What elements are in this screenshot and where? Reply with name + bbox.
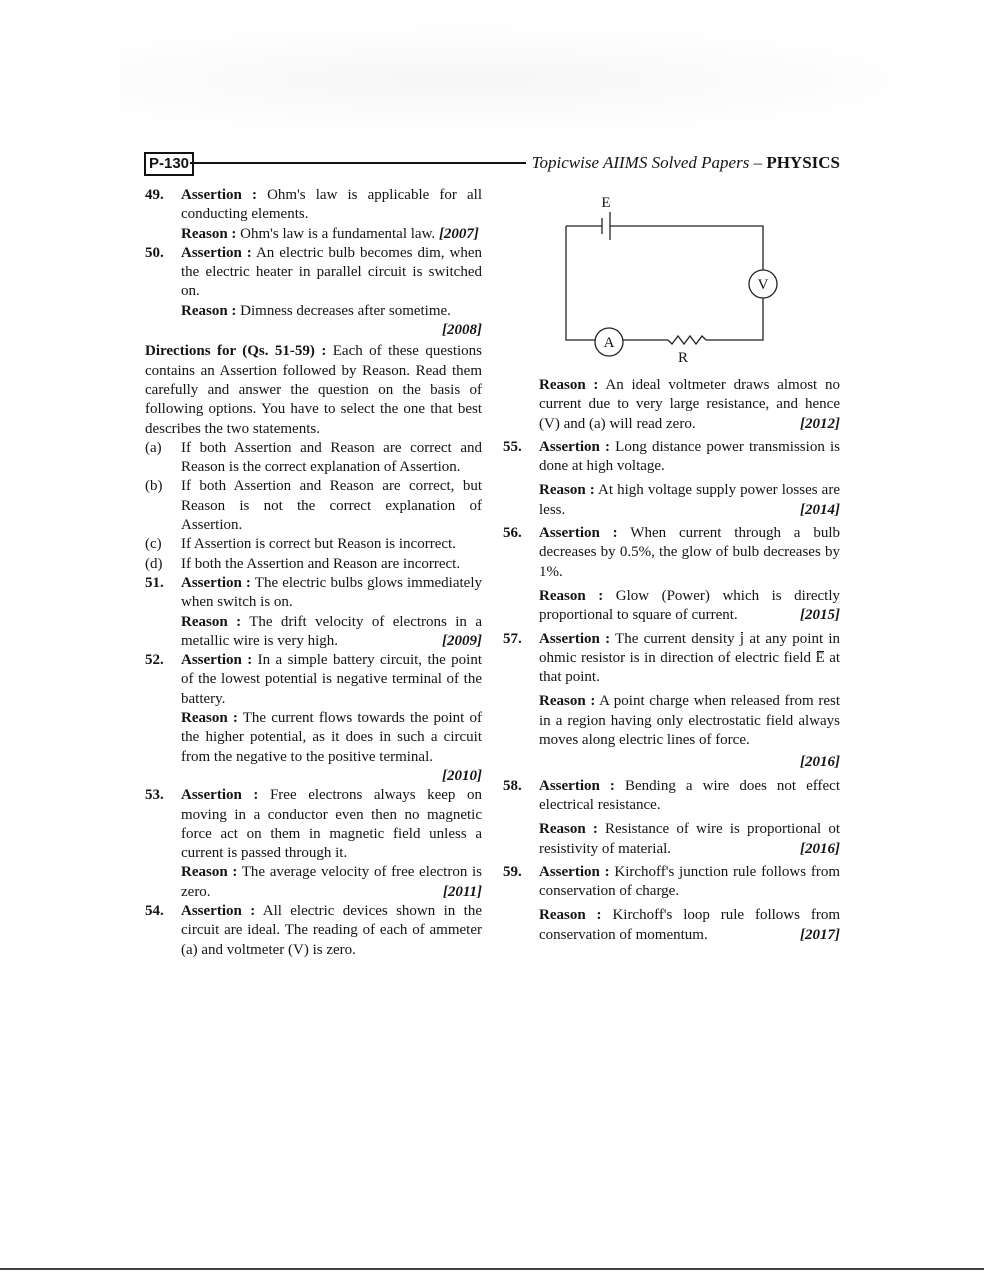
reason [539,820,840,859]
scan-shadow [120,20,980,140]
reason-text: The average velocity of free electron is zero. [181,864,483,900]
question-number: 56. [503,525,522,542]
year-tag: [2014] [800,501,840,518]
question-51 [145,574,482,651]
question-number: 52. [145,652,164,669]
reason-text: Resistance of wire is proportional ot resistivity of material. [539,821,840,857]
assertion-text: Ohm's law is applicable for all conducting elements. [181,187,482,223]
assertion-label: Assertion : [539,863,610,880]
question-55 [503,438,840,520]
reason-label: Reason : [539,907,602,924]
assertion-label: Assertion : [539,525,618,542]
option-d [145,555,482,574]
assertion-label: Assertion : [539,777,615,794]
assertion-label: Assertion : [539,630,611,647]
reason [181,225,482,244]
question-number: 54. [145,902,164,919]
reason-text: Ohm's law is a fundamental law. [240,225,436,242]
reason-text: The current flows towards the point of the higher potential, as it does in such a circuit from the negative to the positive terminal. [181,710,483,765]
reason-label: Reason : [539,377,599,393]
electric-field-vector: E [816,649,825,668]
year-tag: [2016] [800,840,840,857]
reason-text: A point charge when released from rest in a region having only electrostatic field always moves along electric lines of force. [539,693,840,749]
header-rule [190,162,526,164]
question-58 [503,777,840,859]
year-tag: [2017] [800,926,840,943]
year-tag: [2009] [442,632,482,649]
assertion-text: An electric bulb becomes dim, when the electric heater in parallel circuit is switched on. [181,244,482,300]
question-52 [145,651,482,786]
reason-label: Reason : [539,821,598,838]
assertion-text: Bending a wire does not effect electrical resistance. [539,777,841,813]
year-tag: [2011] [442,883,482,900]
circuit-diagram [556,190,786,370]
reason [539,376,840,434]
reason-label: Reason : [181,225,237,242]
question-number: 50. [145,244,164,261]
reason [181,302,482,321]
assertion-label: Assertion : [181,244,252,261]
assertion-text: All electric devices shown in the circuit are ideal. The reading of each of ammeter (a) and voltmeter (V) is zero. [181,902,482,958]
page-number: P-130 [144,152,194,176]
option-text: If both Assertion and Reason are correct, but Reason is not the correct explanation of Assertion. [181,478,482,534]
reason-text: The drift velocity of electrons in a metallic wire is very high. [181,613,482,649]
reason-text: Glow (Power) which is directly proportional to square of current. [539,587,840,624]
battery-label: E [601,195,611,211]
directions [145,342,482,438]
page-bottom-edge [0,1268,984,1270]
assertion-text: The electric bulbs glows immediately when switch is on. [181,574,482,611]
option-label: (a) [145,439,162,456]
option-text: If both the Assertion and Reason are incorrect. [181,555,461,572]
assertion-text-end: at that point. [539,649,841,686]
wire-top-right [610,226,763,270]
subject-name: PHYSICS [766,153,840,172]
option-a [145,439,482,478]
option-b [145,477,482,535]
directions-title: Directions for (Qs. 51-59) : [145,343,327,360]
page-header [144,152,840,176]
reason-label: Reason : [181,302,237,319]
question-57 [503,630,840,773]
assertion-label: Assertion : [181,787,259,804]
assertion-text: Free electrons always keep on moving in a conductor even then no magnetic force act on them in magnetic field unless a current is passed through it. [181,787,483,862]
assertion-label: Assertion : [181,652,253,669]
option-text: If both Assertion and Reason are correct and Reason is the correct explanation of Assertion. [181,439,482,476]
reason-label: Reason : [539,587,604,604]
year-tag: [2010] [442,767,482,784]
directions-text: Each of these questions contains an Assertion followed by Reason. Read them carefully and answer the question on the basis of following options. You have to select the one that best describes the two statements. [145,343,482,437]
assertion-text: The current density [615,630,735,647]
reason-text: An ideal voltmeter draws almost no current due to very large resistance, and hence (V) and (a) will read zero. [539,377,840,432]
reason [539,906,840,945]
ammeter-label: A [603,335,615,351]
question-56 [503,524,840,625]
right-column [503,376,840,949]
assertion-label: Assertion : [539,438,610,455]
reason [181,613,482,652]
reason [181,709,482,767]
assertion-label: Assertion : [181,574,251,591]
reason-label: Reason : [539,693,596,710]
assertion-label: Assertion : [181,902,256,919]
voltmeter-label: V [757,277,769,293]
reason-text: Kirchoff's loop rule follows from conservation of momentum. [539,907,841,943]
reason-label: Reason : [539,482,595,499]
wire-right [706,298,763,340]
question-49 [145,186,482,244]
reason [539,481,840,520]
left-column [145,186,482,960]
assertion-text: In a simple battery circuit, the point of the lowest potential is negative terminal of the battery. [181,652,482,707]
reason-label: Reason : [181,864,238,881]
reason [539,692,840,750]
assertion-text: Long distance power transmission is done at high voltage. [539,438,840,475]
book-title-text: Topicwise AIIMS Solved Papers [531,153,750,172]
current-density-vector: j [740,630,744,649]
question-number: 57. [503,630,522,647]
reason-text: At high voltage supply power losses are less. [539,482,840,518]
assertion-text-continued: at any point in ohmic resistor is in direction of electric field [539,630,841,666]
option-c [145,535,482,554]
question-number: 53. [145,787,164,804]
reason [181,863,482,902]
question-number: 51. [145,574,164,591]
resistor-icon [668,336,706,344]
reason-text: Dimness decreases after sometime. [240,302,451,319]
option-label: (c) [145,536,162,553]
assertion-text: When current through a bulb decreases by 0.5%, the glow of bulb decreases by 1%. [539,525,840,580]
year-tag: [2016] [800,754,840,771]
option-label: (b) [145,478,163,495]
year-tag: [2012] [800,415,840,432]
reason-label: Reason : [181,710,238,727]
question-number: 49. [145,187,164,203]
question-53 [145,786,482,902]
question-50 [145,244,482,340]
reason [539,587,840,626]
option-label: (d) [145,555,163,572]
assertion-text: Kirchoff's junction rule follows from conservation of charge. [539,863,840,900]
year-tag: [2015] [800,607,840,624]
option-text: If Assertion is correct but Reason is incorrect. [181,536,456,553]
question-59 [503,863,840,945]
year-tag: [2008] [442,322,482,339]
question-54-reason [503,376,840,434]
question-number: 55. [503,438,522,455]
book-title [532,152,840,174]
wire-left [566,226,595,340]
question-number: 58. [503,777,522,794]
assertion-label: Assertion : [181,187,257,203]
question-number: 59. [503,863,522,880]
resistor-label: R [677,350,689,366]
question-54 [145,902,482,960]
year-tag: [2007] [438,225,479,242]
title-dash: – [753,153,763,172]
reason-label: Reason : [181,613,242,630]
